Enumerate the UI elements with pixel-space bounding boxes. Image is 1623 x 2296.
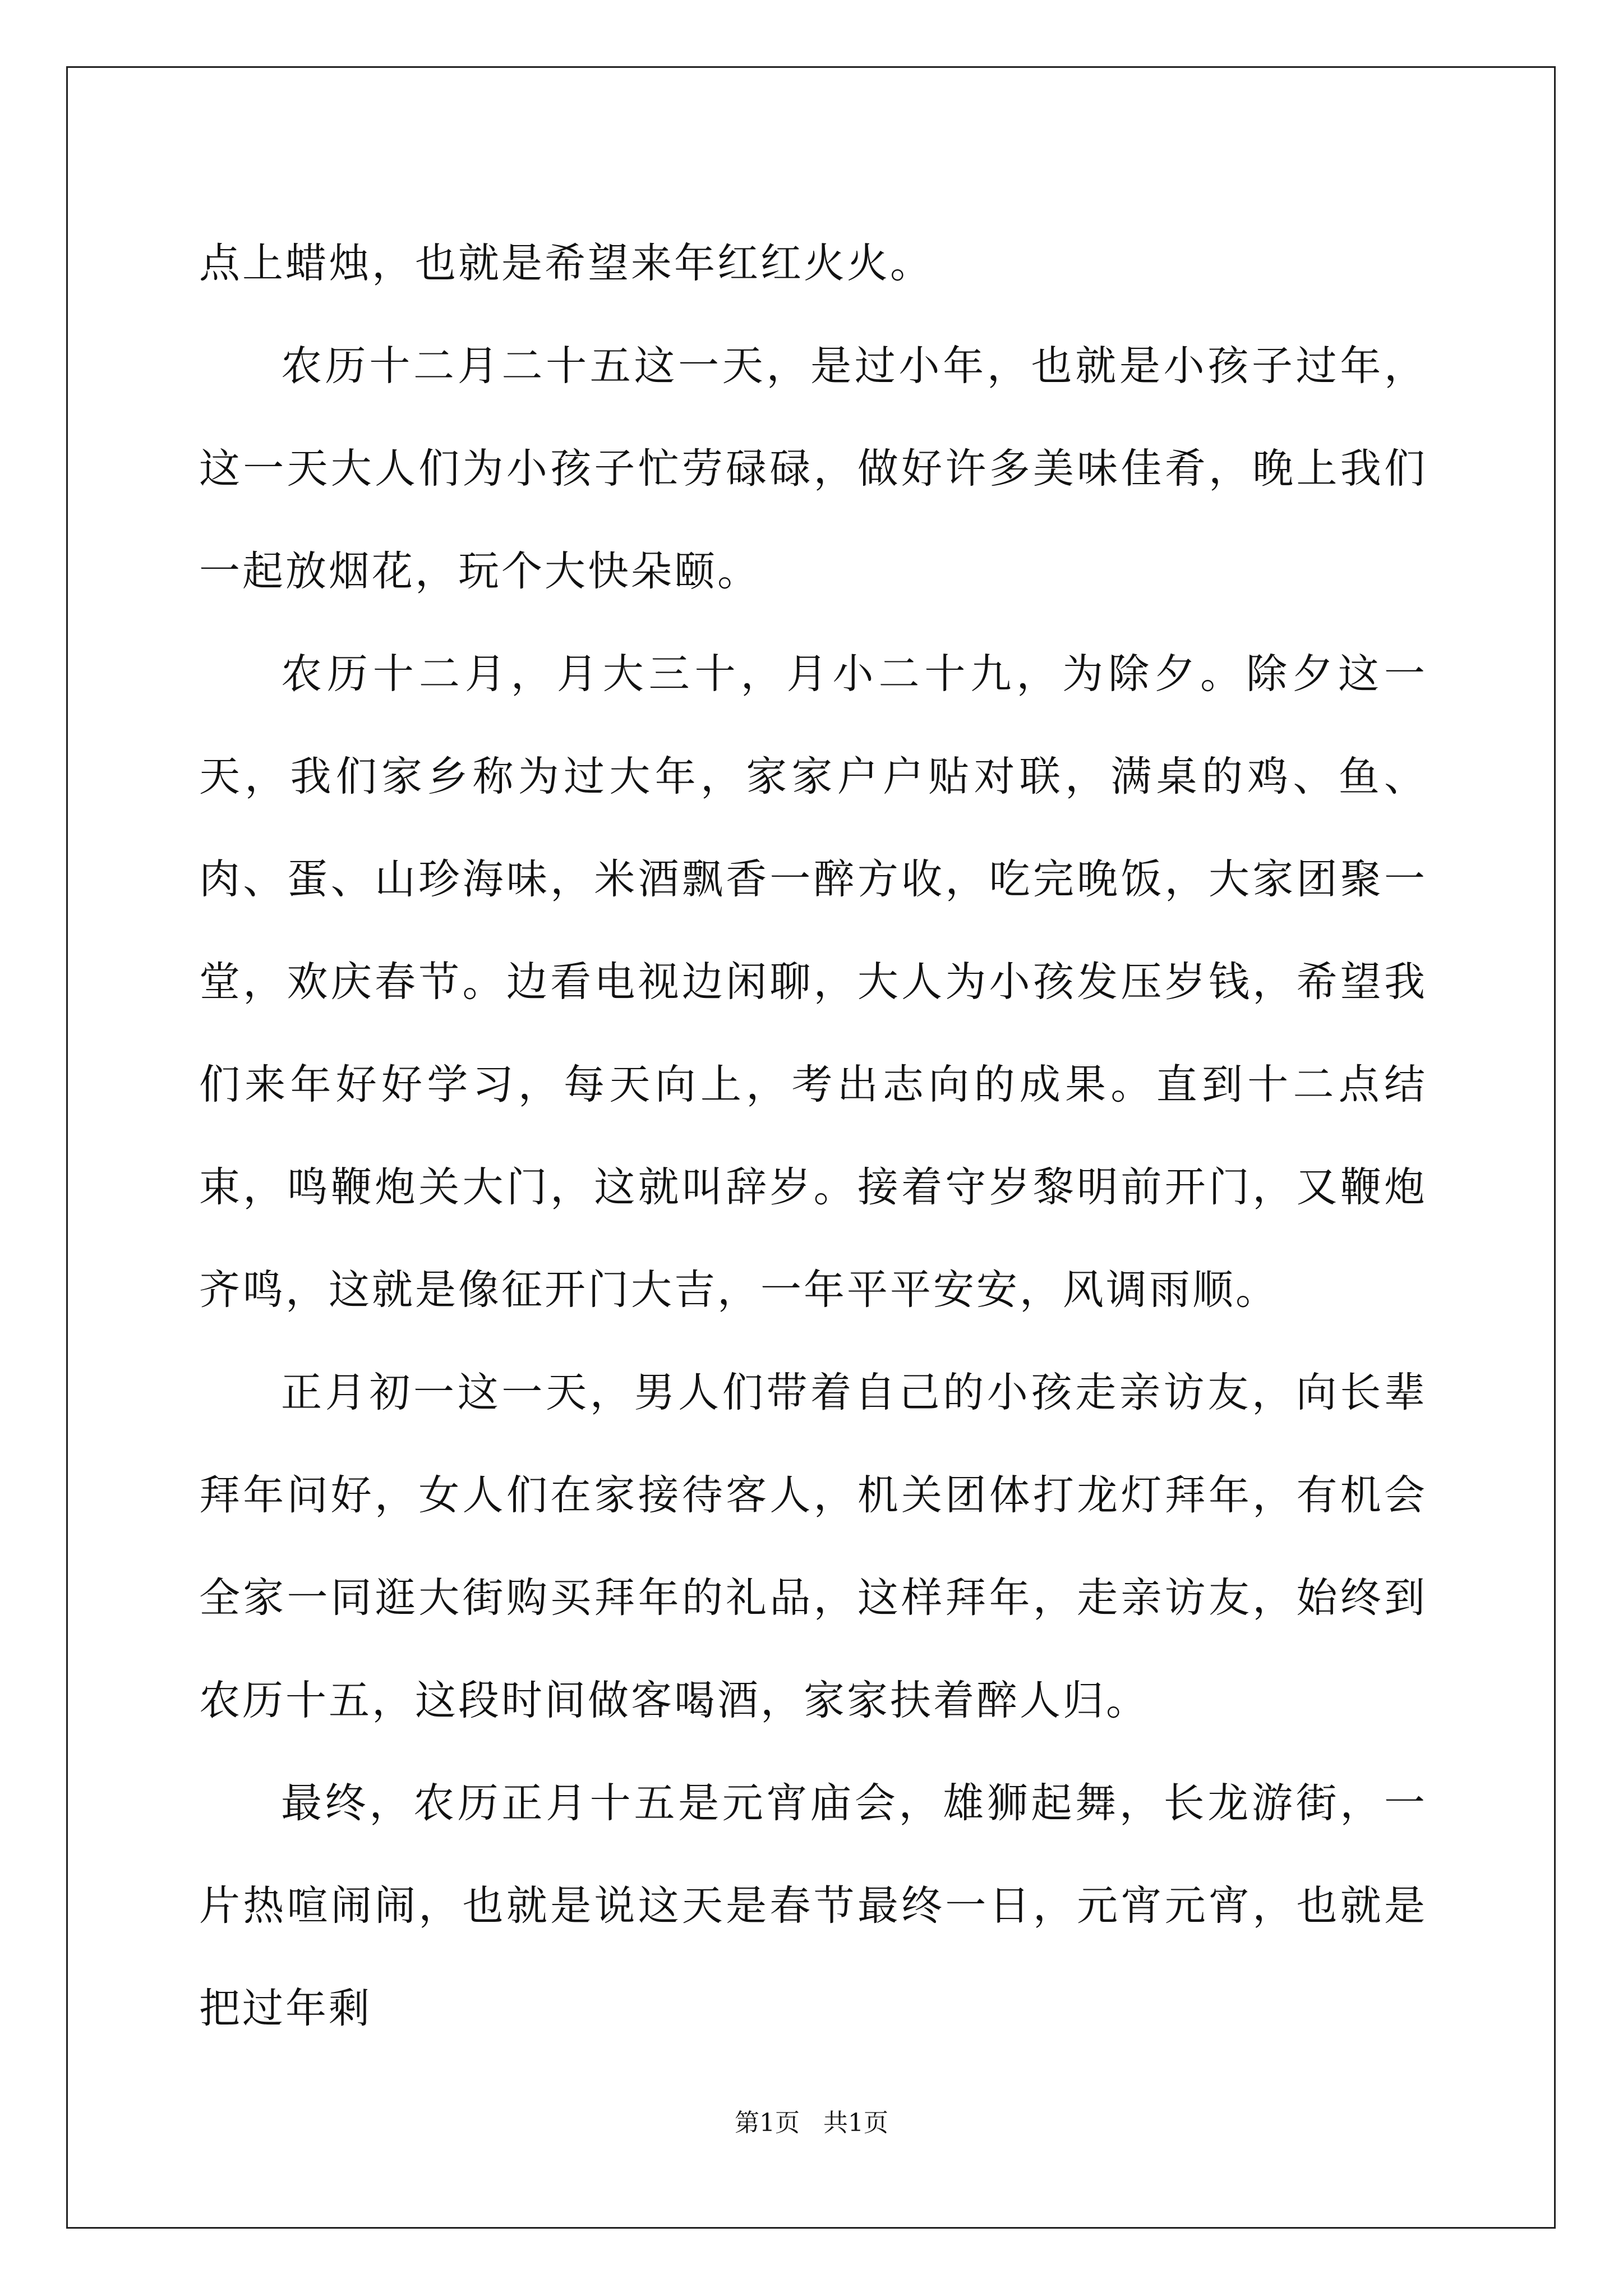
paragraph-5: 最终，农历正月十五是元宵庙会，雄狮起舞，长龙游街，一片热喧闹闹，也就是说这天是春节最终一日，元宵元宵，也就是把过年剩 [199, 1779, 1427, 2032]
paragraph-3: 农历十二月，月大三十，月小二十九，为除夕。除夕这一天，我们家乡称为过大年，家家户户贴对联，满桌的鸡、鱼、肉、蛋、山珍海味，米酒飘香一醉方收，吃完晚饭，大家团聚一堂，欢庆春节。边看电视边闲聊，大人为小孩发压岁钱，希望我们来年好好学习，每天向上，考出志向的成果。直到十二点结束，鸣鞭炮关大门，这就叫辞岁。接着守岁黎明前开门，又鞭炮齐鸣，这就是像征开门大吉，一年平平安安，风调雨顺。 [199, 650, 1427, 1314]
document-body [199, 212, 1427, 2060]
paragraph-2: 农历十二月二十五这一天，是过小年，也就是小孩子过年，这一天大人们为小孩子忙劳碌碌，做好许多美味佳肴，晚上我们一起放烟花，玩个大快朵颐。 [199, 342, 1427, 595]
page-total: 共1页 [823, 2109, 888, 2137]
paragraph-4: 正月初一这一天，男人们带着自己的小孩走亲访友，向长辈拜年问好，女人们在家接待客人，机关团体打龙灯拜年，有机会全家一同逛大街购买拜年的礼品，这样拜年，走亲访友，始终到农历十五，这段时间做客喝酒，家家扶着醉人归。 [199, 1369, 1427, 1724]
paragraph-1: 点上蜡烛，也就是希望来年红红火火。 [199, 240, 933, 287]
page-footer [0, 2106, 1623, 2140]
page-number: 第1页 [735, 2109, 800, 2137]
